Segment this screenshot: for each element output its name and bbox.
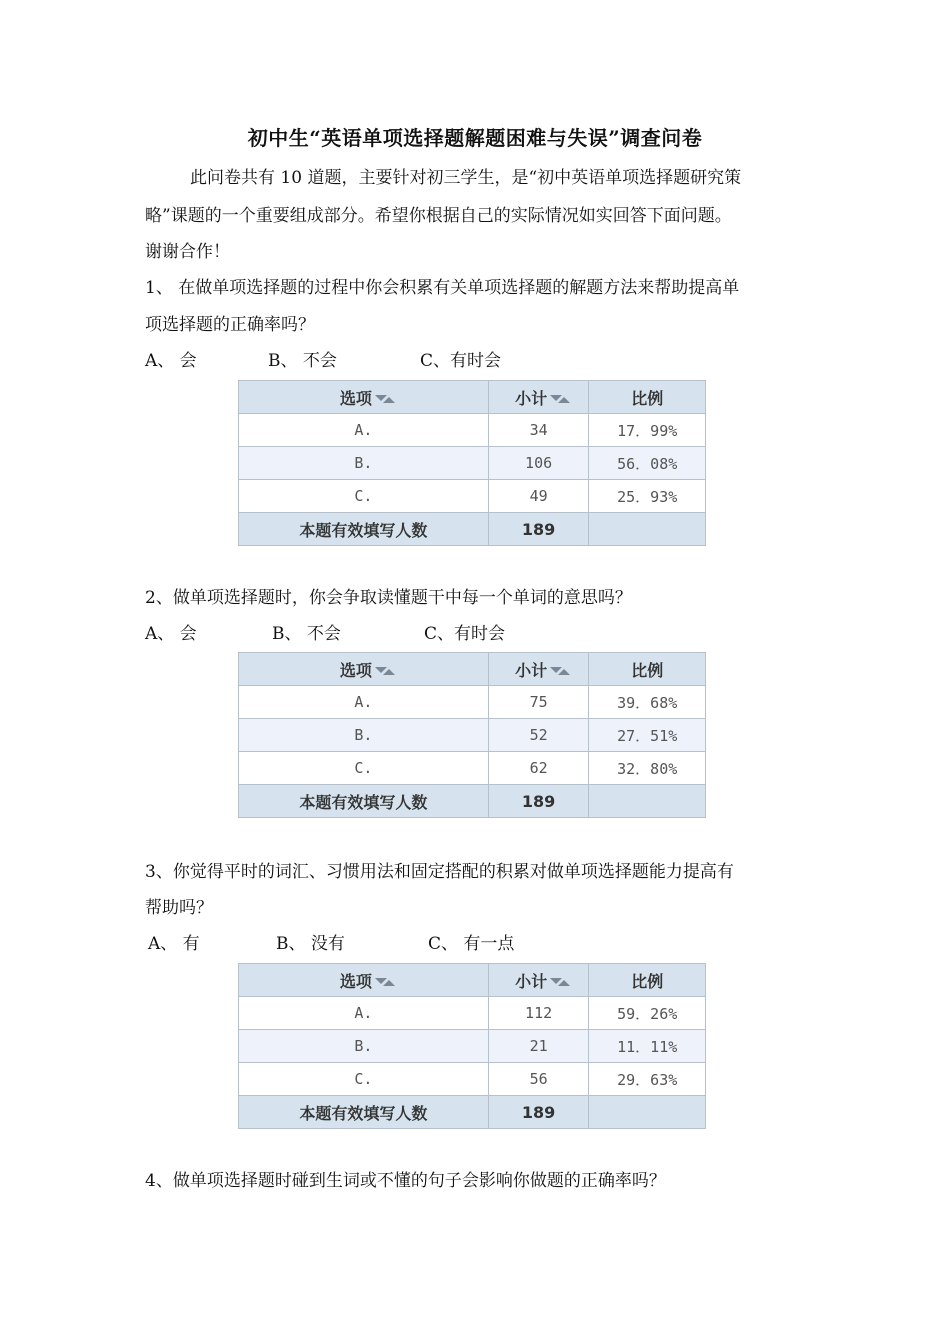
row-ratio: 29．63%: [589, 1063, 706, 1096]
row-option: C.: [239, 752, 489, 785]
row-count: 56: [488, 1063, 589, 1096]
row-option: B.: [239, 447, 489, 480]
page-title: 初中生“英语单项选择题解题困难与失误”调查问卷: [247, 126, 703, 150]
total-empty: [589, 785, 706, 818]
row-ratio: 17．99%: [589, 414, 706, 447]
header-count[interactable]: 小计: [488, 381, 589, 414]
question-4-text: 4、做单项选择题时碰到生词或不懂的句子会影响你做题的正确率吗？: [145, 1171, 666, 1191]
question-3-option-b: B、 没有: [276, 934, 345, 954]
question-1-text-cont: 项选择题的正确率吗？: [145, 315, 315, 335]
question-2-text: 2、做单项选择题时，你会争取读懂题干中每一个单词的意思吗？: [145, 588, 632, 608]
sort-icon[interactable]: [375, 667, 387, 673]
question-2-option-b: B、 不会: [272, 624, 341, 644]
header-ratio: 比例: [589, 653, 706, 686]
row-ratio: 59．26%: [589, 997, 706, 1030]
header-option[interactable]: 选项: [239, 964, 489, 997]
row-option: C.: [239, 1063, 489, 1096]
intro-line-2: 略”课题的一个重要组成部分。希望你根据自己的实际情况如实回答下面问题。: [145, 206, 732, 226]
sort-icon[interactable]: [375, 978, 387, 984]
row-count: 34: [488, 414, 589, 447]
table-row: [239, 414, 706, 447]
row-ratio: 25．93%: [589, 480, 706, 513]
table-row: [239, 447, 706, 480]
row-option: C.: [239, 480, 489, 513]
intro-line-3: 谢谢合作！: [145, 242, 230, 262]
row-ratio: 11．11%: [589, 1030, 706, 1063]
question-3-option-a: A、 有: [148, 934, 200, 954]
table-total-row: [239, 1096, 706, 1129]
row-count: 112: [488, 997, 589, 1030]
row-ratio: 32．80%: [589, 752, 706, 785]
total-empty: [589, 513, 706, 546]
total-label: 本题有效填写人数: [239, 785, 489, 818]
row-ratio: 56．08%: [589, 447, 706, 480]
header-option[interactable]: 选项: [239, 653, 489, 686]
total-empty: [589, 1096, 706, 1129]
row-option: B.: [239, 1030, 489, 1063]
table-row: [239, 480, 706, 513]
row-count: 21: [488, 1030, 589, 1063]
sort-icon[interactable]: [550, 978, 562, 984]
header-ratio: 比例: [589, 381, 706, 414]
table-row: [239, 752, 706, 785]
question-3-result-table: [238, 963, 706, 1129]
header-count[interactable]: 小计: [488, 964, 589, 997]
question-1-option-c: C、有时会: [420, 351, 502, 371]
sort-icon[interactable]: [550, 667, 562, 673]
question-3-text-cont: 帮助吗？: [145, 898, 213, 918]
total-count: 189: [488, 513, 589, 546]
question-3-text: 3、你觉得平时的词汇、习惯用法和固定搭配的积累对做单项选择题能力提高有: [145, 862, 734, 882]
question-2-result-table: [238, 652, 706, 818]
total-label: 本题有效填写人数: [239, 1096, 489, 1129]
question-1-text: 1、 在做单项选择题的过程中你会积累有关单项选择题的解题方法来帮助提高单: [145, 278, 740, 298]
row-count: 49: [488, 480, 589, 513]
table-row: [239, 686, 706, 719]
question-1-result-table: [238, 380, 706, 546]
table-row: [239, 719, 706, 752]
row-option: A.: [239, 414, 489, 447]
header-ratio: 比例: [589, 964, 706, 997]
table-row: [239, 1063, 706, 1096]
header-count[interactable]: 小计: [488, 653, 589, 686]
row-ratio: 27．51%: [589, 719, 706, 752]
question-1-option-b: B、 不会: [268, 351, 337, 371]
table-total-row: [239, 513, 706, 546]
table-row: [239, 1030, 706, 1063]
sort-icon[interactable]: [550, 395, 562, 401]
sort-icon[interactable]: [375, 395, 387, 401]
total-label: 本题有效填写人数: [239, 513, 489, 546]
row-option: B.: [239, 719, 489, 752]
table-row: [239, 997, 706, 1030]
row-count: 75: [488, 686, 589, 719]
table-total-row: [239, 785, 706, 818]
total-count: 189: [488, 785, 589, 818]
header-option[interactable]: 选项: [239, 381, 489, 414]
total-count: 189: [488, 1096, 589, 1129]
intro-line-1: 此问卷共有 10 道题，主要针对初三学生，是“初中英语单项选择题研究策: [190, 168, 742, 188]
row-option: A.: [239, 997, 489, 1030]
question-2-option-a: A、 会: [145, 624, 197, 644]
question-2-option-c: C、有时会: [424, 624, 506, 644]
row-count: 52: [488, 719, 589, 752]
question-3-option-c: C、 有一点: [428, 934, 515, 954]
row-option: A.: [239, 686, 489, 719]
question-1-option-a: A、 会: [145, 351, 197, 371]
row-count: 62: [488, 752, 589, 785]
row-ratio: 39．68%: [589, 686, 706, 719]
row-count: 106: [488, 447, 589, 480]
